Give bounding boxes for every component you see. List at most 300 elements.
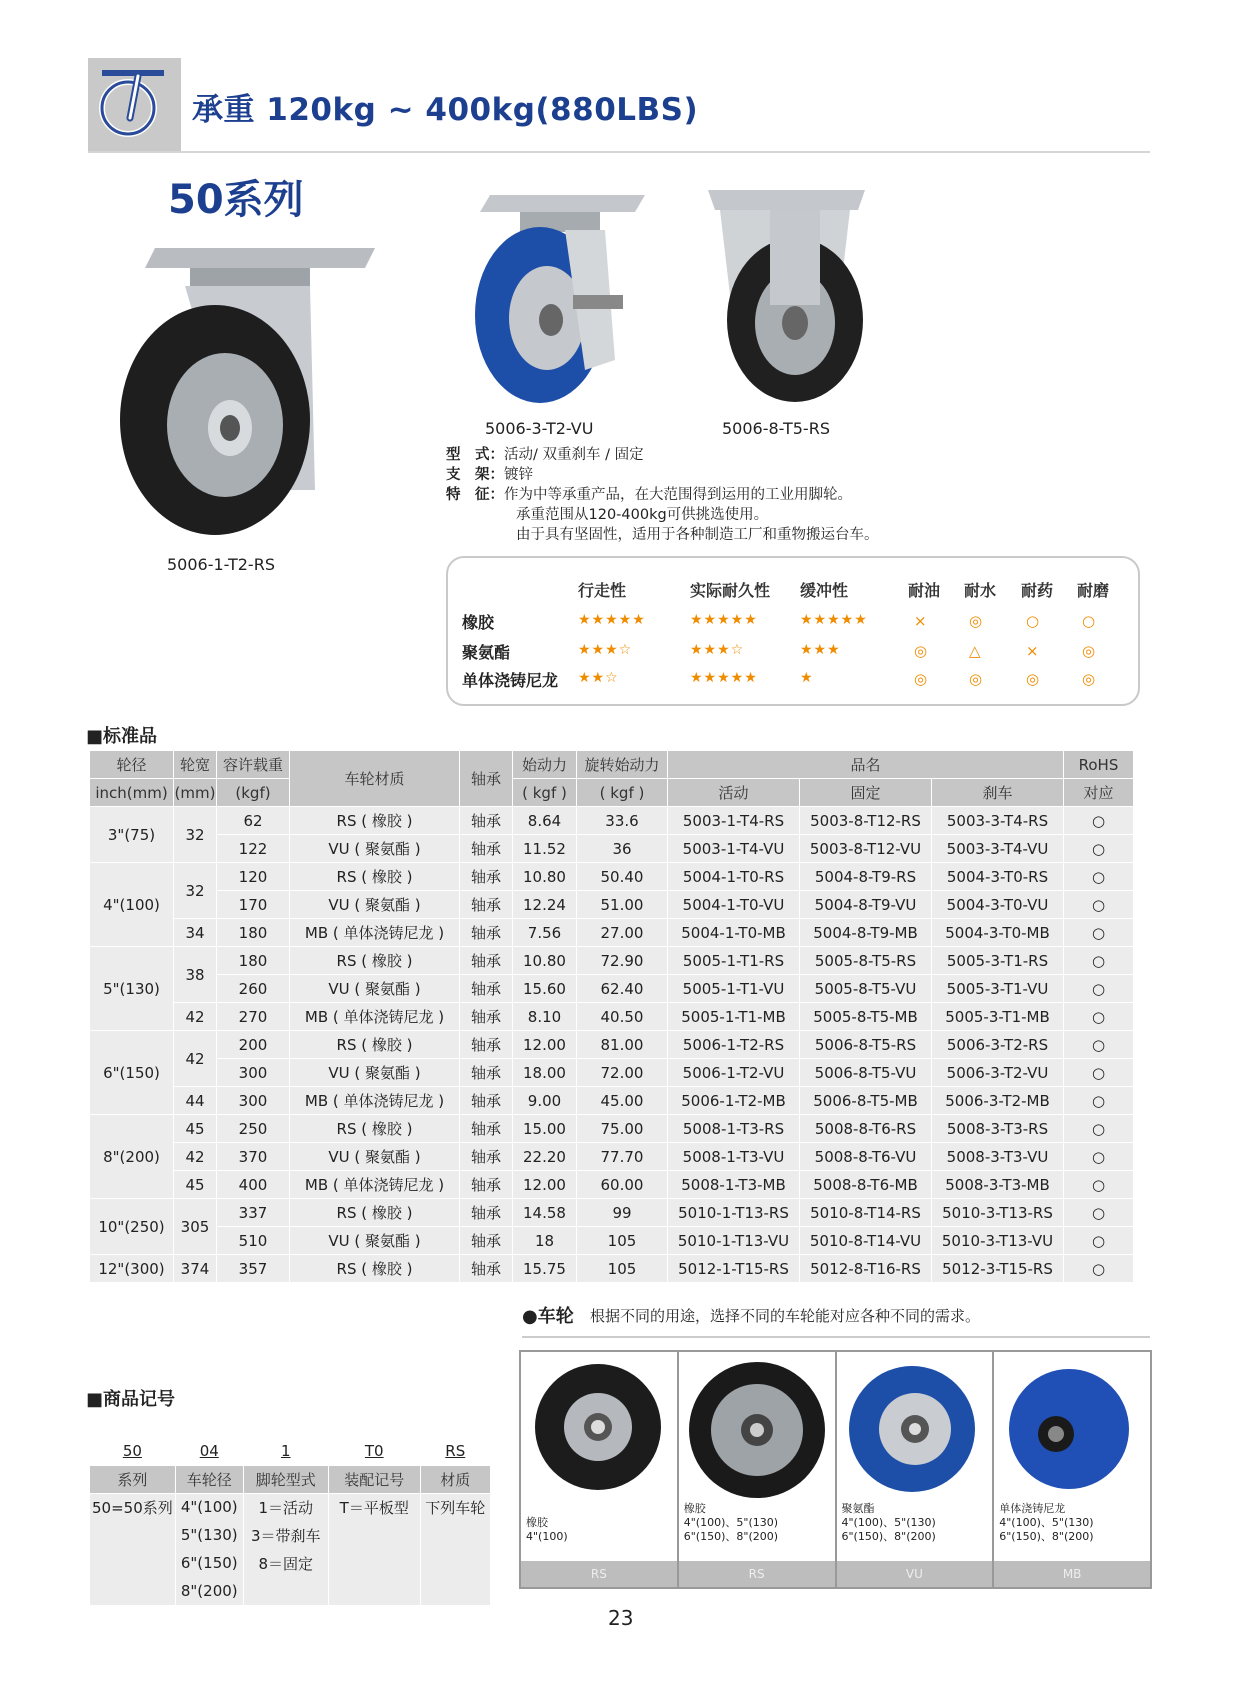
wheel-rubber-image bbox=[687, 1360, 827, 1500]
width-cell: 32 bbox=[174, 863, 217, 919]
load-cell: 200 bbox=[217, 1031, 290, 1059]
fixed-model-cell: 5006-8-T5-MB bbox=[800, 1087, 932, 1115]
load-cell: 122 bbox=[217, 835, 290, 863]
rating-wear: ◎ bbox=[1082, 670, 1096, 688]
brake-model-cell: 5010-3-T13-VU bbox=[932, 1227, 1064, 1255]
wheels-description: 根据不同的用途，选择不同的车轮能对应各种不同的需求。 bbox=[590, 1307, 981, 1325]
rotation-force-cell: 33.6 bbox=[577, 807, 668, 835]
start-force-cell: 10.80 bbox=[513, 947, 577, 975]
rating-row-material: 单体浇铸尼龙 bbox=[462, 671, 559, 690]
swivel-model-cell: 5008-1-T3-VU bbox=[668, 1143, 800, 1171]
brake-model-cell: 5008-3-T3-MB bbox=[932, 1171, 1064, 1199]
symbol-header: 脚轮型式 bbox=[243, 1465, 328, 1493]
width-cell: 44 bbox=[174, 1087, 217, 1115]
caster-brake-image bbox=[465, 190, 655, 414]
load-cell: 357 bbox=[217, 1255, 290, 1283]
load-cell: 180 bbox=[217, 919, 290, 947]
spec-type-value: 活动/ 双重刹车 / 固定 bbox=[504, 447, 644, 463]
rating-chemical: ◎ bbox=[1026, 670, 1040, 688]
rotation-force-cell: 77.70 bbox=[577, 1143, 668, 1171]
material-cell: VU ( 聚氨酯 ) bbox=[290, 1227, 460, 1255]
rotation-force-cell: 36 bbox=[577, 835, 668, 863]
rohs-cell: ○ bbox=[1064, 807, 1134, 835]
wheel-sizes: 4"(100) bbox=[526, 1530, 568, 1543]
load-cell: 510 bbox=[217, 1227, 290, 1255]
brake-model-cell: 5010-3-T13-RS bbox=[932, 1199, 1064, 1227]
rating-header-water: 耐水 bbox=[964, 581, 997, 600]
symbol-header: 车轮径 bbox=[175, 1465, 243, 1493]
wheels-divider bbox=[522, 1336, 1150, 1338]
symbol-diameter-value: 5"(130) bbox=[175, 1521, 243, 1549]
spec-type-label: 型 式： bbox=[446, 447, 504, 463]
swivel-model-cell: 5006-1-T2-VU bbox=[668, 1059, 800, 1087]
start-force-cell: 15.00 bbox=[513, 1115, 577, 1143]
symbol-code: 04 bbox=[175, 1437, 243, 1465]
bearing-cell: 轴承 bbox=[460, 807, 513, 835]
fixed-model-cell: 5010-8-T14-RS bbox=[800, 1199, 932, 1227]
bearing-cell: 轴承 bbox=[460, 863, 513, 891]
material-cell: RS ( 橡胶 ) bbox=[290, 863, 460, 891]
material-cell: VU ( 聚氨酯 ) bbox=[290, 1143, 460, 1171]
start-force-cell: 12.24 bbox=[513, 891, 577, 919]
page-number: 23 bbox=[608, 1606, 634, 1630]
bearing-cell: 轴承 bbox=[460, 1087, 513, 1115]
start-force-cell: 9.00 bbox=[513, 1087, 577, 1115]
header-width: 轮宽 bbox=[174, 751, 217, 779]
table-row bbox=[90, 1087, 1134, 1115]
table-row bbox=[90, 807, 1134, 835]
fixed-model-cell: 5008-8-T6-MB bbox=[800, 1171, 932, 1199]
header-product-name: 品名 bbox=[668, 751, 1064, 779]
product-caption-right: 5006-8-T5-RS bbox=[722, 419, 830, 438]
brake-model-cell: 5003-3-T4-RS bbox=[932, 807, 1064, 835]
swivel-model-cell: 5012-1-T15-RS bbox=[668, 1255, 800, 1283]
table-row bbox=[90, 919, 1134, 947]
symbol-assembly-value: T＝平板型 bbox=[328, 1493, 420, 1521]
rating-cushion: ★★★ bbox=[800, 642, 841, 658]
table-row bbox=[90, 863, 1134, 891]
width-cell: 42 bbox=[174, 1143, 217, 1171]
table-row bbox=[90, 1031, 1134, 1059]
bearing-cell: 轴承 bbox=[460, 947, 513, 975]
rotation-force-cell: 99 bbox=[577, 1199, 668, 1227]
brake-model-cell: 5008-3-T3-VU bbox=[932, 1143, 1064, 1171]
start-force-cell: 15.60 bbox=[513, 975, 577, 1003]
product-caption-middle: 5006-3-T2-VU bbox=[485, 419, 594, 438]
wheels-gallery bbox=[519, 1350, 1152, 1589]
rating-row-material: 橡胶 bbox=[462, 613, 495, 632]
spec-feature-line1: 作为中等承重产品，在大范围得到运用的工业用脚轮。 bbox=[504, 487, 852, 503]
load-cell: 370 bbox=[217, 1143, 290, 1171]
rating-cushion: ★ bbox=[800, 670, 814, 686]
table-row bbox=[90, 891, 1134, 919]
rating-header-oil: 耐油 bbox=[908, 581, 941, 600]
width-cell: 45 bbox=[174, 1171, 217, 1199]
start-force-cell: 22.20 bbox=[513, 1143, 577, 1171]
wheels-heading: ●车轮 bbox=[522, 1306, 574, 1327]
load-cell: 337 bbox=[217, 1199, 290, 1227]
material-cell: VU ( 聚氨酯 ) bbox=[290, 835, 460, 863]
swivel-model-cell: 5010-1-T13-VU bbox=[668, 1227, 800, 1255]
start-force-cell: 18.00 bbox=[513, 1059, 577, 1087]
swivel-model-cell: 5004-1-T0-MB bbox=[668, 919, 800, 947]
spec-feature bbox=[446, 485, 852, 505]
rohs-cell: ○ bbox=[1064, 919, 1134, 947]
header-swivel: 活动 bbox=[668, 779, 800, 807]
symbol-type-value: 3＝带刹车 bbox=[243, 1521, 328, 1549]
width-cell: 305 bbox=[174, 1199, 217, 1255]
symbol-type-value: 8＝固定 bbox=[243, 1549, 328, 1577]
brand-logo bbox=[88, 58, 181, 151]
rating-wear: ◎ bbox=[1082, 642, 1096, 660]
header-brake: 刹车 bbox=[932, 779, 1064, 807]
wheel-sizes: 4"(100)、5"(130) bbox=[841, 1516, 936, 1529]
symbol-section-title: ■商品记号 bbox=[86, 1389, 176, 1410]
bearing-cell: 轴承 bbox=[460, 1199, 513, 1227]
rating-water: ◎ bbox=[969, 612, 983, 630]
width-cell: 42 bbox=[174, 1003, 217, 1031]
wheel-code: VU bbox=[837, 1561, 993, 1587]
symbol-type-value: 1＝活动 bbox=[243, 1493, 328, 1521]
bearing-cell: 轴承 bbox=[460, 1059, 513, 1087]
material-cell: MB ( 单体浇铸尼龙 ) bbox=[290, 919, 460, 947]
brake-model-cell: 5004-3-T0-MB bbox=[932, 919, 1064, 947]
diameter-cell: 6"(150) bbox=[90, 1031, 174, 1115]
header-start-force: 始动力 bbox=[513, 751, 577, 779]
rating-durability: ★★★★★ bbox=[690, 670, 758, 686]
table-row bbox=[90, 1227, 1134, 1255]
material-cell: VU ( 聚氨酯 ) bbox=[290, 1059, 460, 1087]
bearing-cell: 轴承 bbox=[460, 1171, 513, 1199]
header-rotation-force: 旋转始动力 bbox=[577, 751, 668, 779]
series-title: 50系列 bbox=[168, 177, 304, 223]
table-row bbox=[90, 1255, 1134, 1283]
rating-chemical: ○ bbox=[1026, 612, 1040, 630]
width-cell: 45 bbox=[174, 1115, 217, 1143]
width-cell: 374 bbox=[174, 1255, 217, 1283]
fixed-model-cell: 5005-8-T5-MB bbox=[800, 1003, 932, 1031]
material-cell: RS ( 橡胶 ) bbox=[290, 947, 460, 975]
fixed-model-cell: 5004-8-T9-VU bbox=[800, 891, 932, 919]
rohs-cell: ○ bbox=[1064, 1227, 1134, 1255]
fixed-model-cell: 5010-8-T14-VU bbox=[800, 1227, 932, 1255]
rohs-cell: ○ bbox=[1064, 1031, 1134, 1059]
header-divider bbox=[88, 151, 1150, 153]
swivel-model-cell: 5005-1-T1-RS bbox=[668, 947, 800, 975]
fixed-model-cell: 5003-8-T12-RS bbox=[800, 807, 932, 835]
wheel-sizes: 4"(100)、5"(130) bbox=[999, 1516, 1094, 1529]
brake-model-cell: 5005-3-T1-VU bbox=[932, 975, 1064, 1003]
table-row bbox=[90, 1003, 1134, 1031]
bearing-cell: 轴承 bbox=[460, 835, 513, 863]
rotation-force-cell: 27.00 bbox=[577, 919, 668, 947]
rotation-force-cell: 72.00 bbox=[577, 1059, 668, 1087]
table-row bbox=[90, 975, 1134, 1003]
brake-model-cell: 5006-3-T2-MB bbox=[932, 1087, 1064, 1115]
wheel-code: RS bbox=[679, 1561, 835, 1587]
bearing-cell: 轴承 bbox=[460, 1255, 513, 1283]
rotation-force-cell: 72.90 bbox=[577, 947, 668, 975]
rohs-cell: ○ bbox=[1064, 1115, 1134, 1143]
header-rohs-compliance: 对应 bbox=[1064, 779, 1134, 807]
diameter-cell: 12"(300) bbox=[90, 1255, 174, 1283]
spec-feature-line2: 承重范围从120-400kg可供挑选使用。 bbox=[516, 507, 769, 523]
rating-ride: ★★★☆ bbox=[578, 642, 633, 658]
fixed-model-cell: 5004-8-T9-MB bbox=[800, 919, 932, 947]
rating-water: ◎ bbox=[969, 670, 983, 688]
wheel-rubber-image bbox=[533, 1362, 663, 1492]
header-load-unit: (kgf) bbox=[217, 779, 290, 807]
symbol-header: 材质 bbox=[420, 1465, 490, 1493]
width-cell: 42 bbox=[174, 1031, 217, 1087]
load-cell: 260 bbox=[217, 975, 290, 1003]
start-force-cell: 14.58 bbox=[513, 1199, 577, 1227]
fixed-model-cell: 5006-8-T5-RS bbox=[800, 1031, 932, 1059]
fixed-model-cell: 5004-8-T9-RS bbox=[800, 863, 932, 891]
rohs-cell: ○ bbox=[1064, 835, 1134, 863]
rating-header-ride: 行走性 bbox=[578, 581, 627, 600]
rohs-cell: ○ bbox=[1064, 1199, 1134, 1227]
brake-model-cell: 5006-3-T2-RS bbox=[932, 1031, 1064, 1059]
rating-header-durability: 实际耐久性 bbox=[690, 581, 771, 600]
bearing-cell: 轴承 bbox=[460, 1227, 513, 1255]
brake-model-cell: 5004-3-T0-VU bbox=[932, 891, 1064, 919]
start-force-cell: 8.10 bbox=[513, 1003, 577, 1031]
start-force-cell: 11.52 bbox=[513, 835, 577, 863]
symbol-material-value: 下列车轮 bbox=[420, 1493, 490, 1521]
load-cell: 250 bbox=[217, 1115, 290, 1143]
start-force-cell: 15.75 bbox=[513, 1255, 577, 1283]
swivel-model-cell: 5005-1-T1-VU bbox=[668, 975, 800, 1003]
table-row bbox=[90, 1115, 1134, 1143]
rohs-cell: ○ bbox=[1064, 1171, 1134, 1199]
rotation-force-cell: 105 bbox=[577, 1255, 668, 1283]
material-cell: RS ( 橡胶 ) bbox=[290, 807, 460, 835]
load-cell: 120 bbox=[217, 863, 290, 891]
fixed-model-cell: 5003-8-T12-VU bbox=[800, 835, 932, 863]
table-row bbox=[90, 1059, 1134, 1087]
rohs-cell: ○ bbox=[1064, 975, 1134, 1003]
load-cell: 180 bbox=[217, 947, 290, 975]
bearing-cell: 轴承 bbox=[460, 1031, 513, 1059]
rating-cushion: ★★★★★ bbox=[800, 612, 868, 628]
table-row bbox=[90, 947, 1134, 975]
fixed-model-cell: 5008-8-T6-VU bbox=[800, 1143, 932, 1171]
rating-chemical: × bbox=[1026, 642, 1039, 660]
rohs-cell: ○ bbox=[1064, 863, 1134, 891]
swivel-model-cell: 5004-1-T0-VU bbox=[668, 891, 800, 919]
wheel-sizes: 6"(150)、8"(200) bbox=[999, 1530, 1094, 1543]
wheel-polyurethane-image bbox=[847, 1364, 977, 1494]
material-cell: MB ( 单体浇铸尼龙 ) bbox=[290, 1087, 460, 1115]
rotation-force-cell: 105 bbox=[577, 1227, 668, 1255]
rohs-cell: ○ bbox=[1064, 1087, 1134, 1115]
width-cell: 32 bbox=[174, 807, 217, 863]
wheel-name: 单体浇铸尼龙 bbox=[999, 1502, 1066, 1515]
symbol-series-value: 50=50系列 bbox=[90, 1493, 176, 1521]
rating-durability: ★★★☆ bbox=[690, 642, 745, 658]
brake-model-cell: 5012-3-T15-RS bbox=[932, 1255, 1064, 1283]
swivel-model-cell: 5004-1-T0-RS bbox=[668, 863, 800, 891]
rating-header-cushion: 缓冲性 bbox=[800, 581, 849, 600]
rating-panel bbox=[446, 556, 1140, 706]
header-bearing: 轴承 bbox=[460, 751, 513, 807]
swivel-model-cell: 5006-1-T2-MB bbox=[668, 1087, 800, 1115]
rating-ride: ★★★★★ bbox=[578, 612, 646, 628]
wheel-sizes: 4"(100)、5"(130) bbox=[683, 1516, 779, 1529]
material-cell: RS ( 橡胶 ) bbox=[290, 1031, 460, 1059]
fixed-model-cell: 5005-8-T5-RS bbox=[800, 947, 932, 975]
symbol-header: 系列 bbox=[90, 1465, 176, 1493]
material-cell: VU ( 聚氨酯 ) bbox=[290, 975, 460, 1003]
wheel-card-nylon bbox=[994, 1352, 1150, 1587]
rohs-cell: ○ bbox=[1064, 1255, 1134, 1283]
rohs-cell: ○ bbox=[1064, 1003, 1134, 1031]
table-row bbox=[90, 1143, 1134, 1171]
rotation-force-cell: 75.00 bbox=[577, 1115, 668, 1143]
symbol-code: RS bbox=[420, 1437, 490, 1465]
rating-oil: × bbox=[914, 612, 927, 630]
symbol-diameter-value: 4"(100) bbox=[175, 1493, 243, 1521]
material-cell: RS ( 橡胶 ) bbox=[290, 1255, 460, 1283]
load-cell: 300 bbox=[217, 1059, 290, 1087]
diameter-cell: 10"(250) bbox=[90, 1199, 174, 1255]
bearing-cell: 轴承 bbox=[460, 891, 513, 919]
start-force-cell: 12.00 bbox=[513, 1031, 577, 1059]
header-load: 容许载重 bbox=[217, 751, 290, 779]
symbol-code: T0 bbox=[328, 1437, 420, 1465]
wheel-code: MB bbox=[994, 1561, 1150, 1587]
brake-model-cell: 5008-3-T3-RS bbox=[932, 1115, 1064, 1143]
header-start-unit: ( kgf ) bbox=[513, 779, 577, 807]
wheel-nylon-image bbox=[1004, 1364, 1134, 1494]
swivel-model-cell: 5010-1-T13-RS bbox=[668, 1199, 800, 1227]
rotation-force-cell: 60.00 bbox=[577, 1171, 668, 1199]
wheel-name: 橡胶 bbox=[526, 1516, 548, 1529]
product-caption-left: 5006-1-T2-RS bbox=[167, 555, 275, 574]
rating-oil: ◎ bbox=[914, 670, 928, 688]
swivel-model-cell: 5008-1-T3-RS bbox=[668, 1115, 800, 1143]
rohs-cell: ○ bbox=[1064, 947, 1134, 975]
material-cell: VU ( 聚氨酯 ) bbox=[290, 891, 460, 919]
standard-section-title: ■标准品 bbox=[86, 726, 158, 747]
header-width-unit: (mm) bbox=[174, 779, 217, 807]
rating-durability: ★★★★★ bbox=[690, 612, 758, 628]
bearing-cell: 轴承 bbox=[460, 975, 513, 1003]
material-cell: RS ( 橡胶 ) bbox=[290, 1199, 460, 1227]
rohs-cell: ○ bbox=[1064, 1143, 1134, 1171]
wheel-code: RS bbox=[521, 1561, 677, 1587]
caster-fixed-image bbox=[700, 185, 870, 409]
start-force-cell: 7.56 bbox=[513, 919, 577, 947]
diameter-cell: 3"(75) bbox=[90, 807, 174, 863]
rating-header-wear: 耐磨 bbox=[1077, 581, 1110, 600]
table-row bbox=[90, 835, 1134, 863]
start-force-cell: 12.00 bbox=[513, 1171, 577, 1199]
spec-feature-label: 特 征： bbox=[446, 487, 504, 503]
bearing-cell: 轴承 bbox=[460, 919, 513, 947]
load-cell: 270 bbox=[217, 1003, 290, 1031]
symbol-diameter-value: 8"(200) bbox=[175, 1577, 243, 1605]
rating-oil: ◎ bbox=[914, 642, 928, 660]
load-cell: 300 bbox=[217, 1087, 290, 1115]
wheel-card-rubber bbox=[679, 1352, 837, 1587]
start-force-cell: 8.64 bbox=[513, 807, 577, 835]
bearing-cell: 轴承 bbox=[460, 1143, 513, 1171]
rohs-cell: ○ bbox=[1064, 1059, 1134, 1087]
brake-model-cell: 5004-3-T0-RS bbox=[932, 863, 1064, 891]
rohs-cell: ○ bbox=[1064, 891, 1134, 919]
bearing-cell: 轴承 bbox=[460, 1115, 513, 1143]
spec-type bbox=[446, 445, 644, 465]
load-cell: 62 bbox=[217, 807, 290, 835]
symbol-code: 1 bbox=[243, 1437, 328, 1465]
rotation-force-cell: 62.40 bbox=[577, 975, 668, 1003]
brake-model-cell: 5005-3-T1-RS bbox=[932, 947, 1064, 975]
start-force-cell: 10.80 bbox=[513, 863, 577, 891]
start-force-cell: 18 bbox=[513, 1227, 577, 1255]
wheel-sizes: 6"(150)、8"(200) bbox=[683, 1530, 779, 1543]
bearing-cell: 轴承 bbox=[460, 1003, 513, 1031]
rotation-force-cell: 50.40 bbox=[577, 863, 668, 891]
wheel-card-rubber-small bbox=[521, 1352, 679, 1587]
material-cell: MB ( 单体浇铸尼龙 ) bbox=[290, 1003, 460, 1031]
header-fixed: 固定 bbox=[800, 779, 932, 807]
rating-header-chemical: 耐药 bbox=[1021, 581, 1054, 600]
brake-model-cell: 5003-3-T4-VU bbox=[932, 835, 1064, 863]
rotation-force-cell: 51.00 bbox=[577, 891, 668, 919]
rotation-force-cell: 45.00 bbox=[577, 1087, 668, 1115]
fixed-model-cell: 5012-8-T16-RS bbox=[800, 1255, 932, 1283]
table-row bbox=[90, 1199, 1134, 1227]
symbol-diameter-value: 6"(150) bbox=[175, 1549, 243, 1577]
caster-swivel-image bbox=[115, 240, 380, 544]
rating-ride: ★★☆ bbox=[578, 670, 619, 686]
wheel-name: 橡胶 bbox=[683, 1502, 706, 1515]
rating-water: △ bbox=[969, 642, 981, 660]
spec-bracket bbox=[446, 465, 533, 485]
fixed-model-cell: 5006-8-T5-VU bbox=[800, 1059, 932, 1087]
header-rohs: RoHS bbox=[1064, 751, 1134, 779]
spec-feature-line3: 由于具有坚固性，适用于各种制造工厂和重物搬运台车。 bbox=[516, 527, 879, 543]
symbol-code: 50 bbox=[90, 1437, 176, 1465]
fixed-model-cell: 5008-8-T6-RS bbox=[800, 1115, 932, 1143]
spec-bracket-value: 镀锌 bbox=[504, 467, 533, 483]
rating-row-material: 聚氨酯 bbox=[462, 643, 511, 662]
material-cell: MB ( 单体浇铸尼龙 ) bbox=[290, 1171, 460, 1199]
diameter-cell: 8"(200) bbox=[90, 1115, 174, 1199]
standard-products-table bbox=[89, 750, 1134, 1283]
rotation-force-cell: 40.50 bbox=[577, 1003, 668, 1031]
header-rotation-unit: ( kgf ) bbox=[577, 779, 668, 807]
header-title: 承重 120kg ~ 400kg(880LBS) bbox=[192, 92, 699, 128]
brake-model-cell: 5005-3-T1-MB bbox=[932, 1003, 1064, 1031]
rating-wear: ○ bbox=[1082, 612, 1096, 630]
swivel-model-cell: 5003-1-T4-VU bbox=[668, 835, 800, 863]
header-diameter: 轮径 bbox=[90, 751, 174, 779]
table-row bbox=[90, 1171, 1134, 1199]
load-cell: 400 bbox=[217, 1171, 290, 1199]
load-cell: 170 bbox=[217, 891, 290, 919]
swivel-model-cell: 5008-1-T3-MB bbox=[668, 1171, 800, 1199]
header-material: 车轮材质 bbox=[290, 751, 460, 807]
wheel-name: 聚氨酯 bbox=[841, 1502, 875, 1515]
rotation-force-cell: 81.00 bbox=[577, 1031, 668, 1059]
fixed-model-cell: 5005-8-T5-VU bbox=[800, 975, 932, 1003]
swivel-model-cell: 5005-1-T1-MB bbox=[668, 1003, 800, 1031]
product-symbol-table bbox=[89, 1437, 491, 1605]
header-diameter-unit: inch(mm) bbox=[90, 779, 174, 807]
